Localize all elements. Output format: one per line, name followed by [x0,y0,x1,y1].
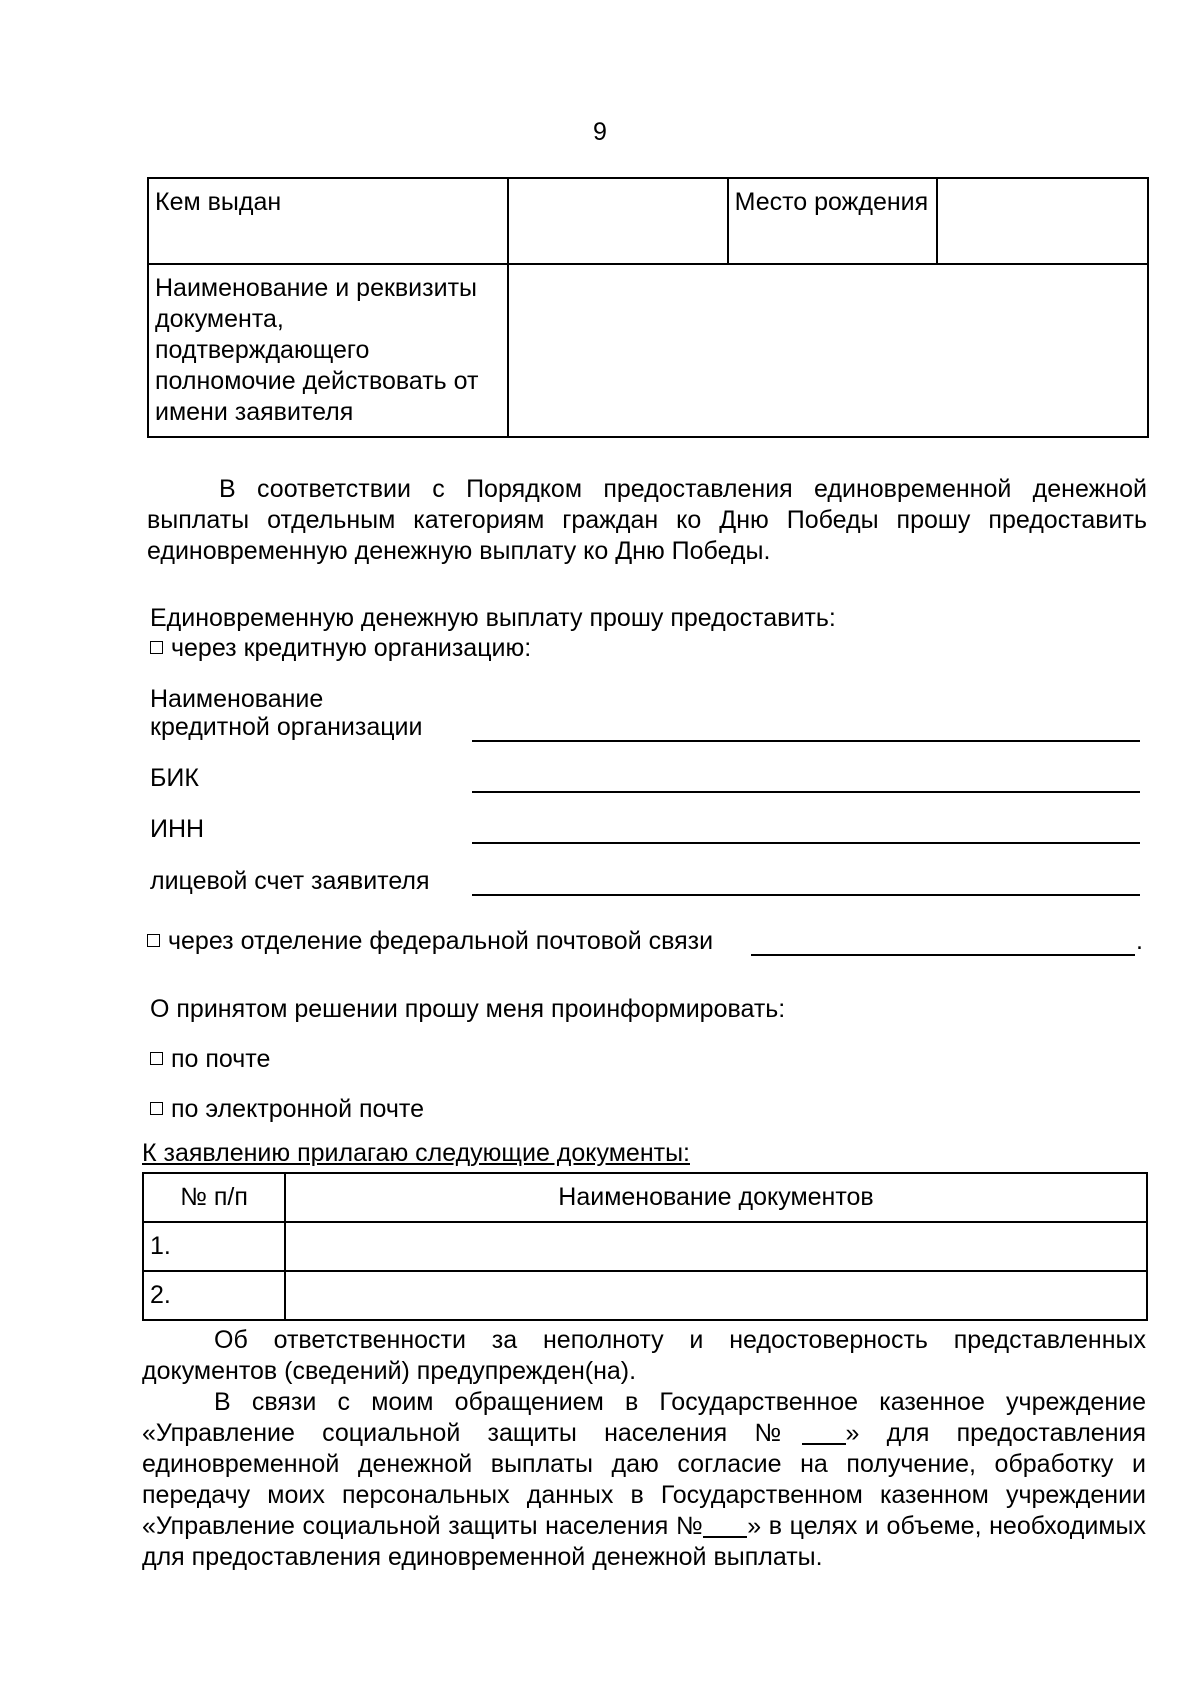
column-header-name: Наименование документов [285,1173,1147,1222]
inn-row [150,806,1140,846]
document-name-field[interactable] [285,1271,1147,1320]
bank-name-field[interactable] [472,740,1140,742]
documents-heading: К заявлению прилагаю следующие документы: [142,1139,690,1167]
responsibility-paragraph: Об ответственности за неполноту и недостоверность представленных документов (сведений) предупрежден(на). [142,1326,1146,1385]
checkbox-post[interactable] [147,934,160,947]
consent-paragraph [142,1387,1146,1573]
usn-number-field-1[interactable] [802,1421,846,1445]
table-row [143,1222,1147,1271]
notify-option-email-label: по электронной почте [171,1095,424,1123]
table-row [148,264,1148,437]
payment-option-post[interactable] [147,927,713,956]
post-option-row [147,918,1143,958]
bik-field[interactable] [472,791,1140,793]
payment-option-post-label: через отделение федеральной почтовой связи [168,927,714,955]
table-header-row [143,1173,1147,1222]
bik-row [150,755,1140,795]
notify-heading: О принятом решении прошу меня проинформировать: [150,995,786,1023]
checkbox-mail[interactable] [150,1052,163,1065]
issued-by-field[interactable] [508,178,727,264]
post-office-field[interactable] [751,954,1135,956]
request-paragraph: В соответствии с Порядком предоставления единовременной денежной выплаты отдельным категориям граждан ко Дню Победы прошу предоставить единовременную денежную выплату ко Дню Победы. [147,475,1147,565]
row-number: 1. [143,1222,285,1271]
bank-name-row [150,704,1140,744]
consent-text-1: В связи с моим обращением в Государственное казенное учреждение «Управление социальной защиты населения № [142,1388,1146,1447]
notify-option-mail[interactable] [150,1044,270,1075]
checkbox-bank[interactable] [150,641,163,654]
document-name-field[interactable] [285,1222,1147,1271]
birthplace-label: Место рождения [728,178,937,264]
inn-field[interactable] [472,842,1140,844]
issued-by-label: Кем выдан [148,178,508,264]
account-row [150,858,1140,898]
consent-text-3: » в целях и объеме, необходимых для предоставления единовременной денежной выплаты. [142,1512,1146,1571]
bank-name-label: кредитной организации [150,713,423,741]
table-row [143,1271,1147,1320]
authority-document-label: Наименование и реквизиты документа, подтверждающего полномочие действовать от имени заявителя [148,264,508,437]
birthplace-field[interactable] [937,178,1148,264]
account-field[interactable] [472,894,1140,896]
table-row [148,178,1148,264]
page-number: 9 [593,118,607,146]
row-number: 2. [143,1271,285,1320]
consent-text-2: » для предоставления единовременной денежной выплаты даю согласие на получение, обработку и передачу моих персональных данных в Государственном казенном учреждении «Управление социальной защиты населения № [142,1419,1146,1540]
applicant-info-table [147,177,1149,438]
notify-option-email[interactable] [150,1094,424,1125]
payment-option-bank-label: через кредитную организацию: [171,634,532,662]
bank-name-label-line1: Наименование [150,685,324,713]
payment-option-bank[interactable] [150,633,1150,664]
notify-option-mail-label: по почте [171,1045,271,1073]
inn-label: ИНН [150,815,205,843]
column-header-number: № п/п [143,1173,285,1222]
account-label: лицевой счет заявителя [150,867,430,895]
authority-document-field[interactable] [508,264,1148,437]
documents-table [142,1172,1148,1321]
period: . [1136,927,1143,955]
bik-label: БИК [150,764,199,792]
usn-number-field-2[interactable] [703,1514,747,1538]
payment-heading: Единовременную денежную выплату прошу предоставить: [150,604,836,632]
checkbox-email[interactable] [150,1102,163,1115]
